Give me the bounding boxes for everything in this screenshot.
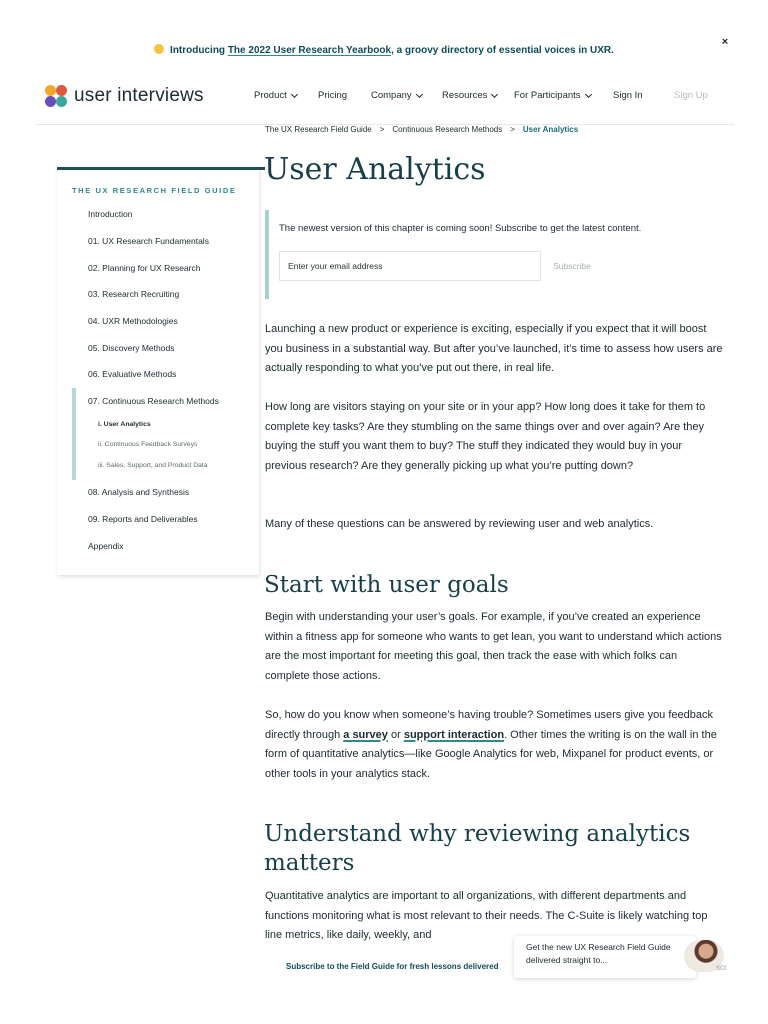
sidebar-top-bar xyxy=(57,167,265,170)
sidebar-item-reports[interactable]: 09. Reports and Deliverables xyxy=(88,514,198,524)
sidebar-item-appendix[interactable]: Appendix xyxy=(88,541,124,551)
breadcrumb-field-guide[interactable]: The UX Research Field Guide xyxy=(265,125,372,134)
nav-resources[interactable] xyxy=(442,90,514,101)
chevron-down-icon xyxy=(416,90,423,97)
nav-resources-label: Resources xyxy=(442,90,488,101)
sidebar-item-planning[interactable]: 02. Planning for UX Research xyxy=(88,263,201,273)
nav-pricing-label: Pricing xyxy=(318,90,348,101)
sidebar-subitem-user-analytics[interactable]: i. User Analytics xyxy=(98,421,151,428)
page-title: User Analytics xyxy=(264,152,486,187)
paragraph-trouble-before: So, how do you know when someone’s having trouble? Sometimes users give you feedback directly through xyxy=(265,709,714,741)
subscribe-banner-text[interactable]: Subscribe to the Field Guide for fresh lessons delivered xyxy=(286,962,499,971)
chevron-down-icon xyxy=(584,90,591,97)
subscribe-button[interactable]: Subscribe xyxy=(541,251,603,281)
subscribe-edge-text: scr xyxy=(716,963,727,972)
chevron-down-icon xyxy=(491,90,498,97)
close-icon[interactable]: × xyxy=(721,36,729,48)
sidebar-item-discovery[interactable]: 05. Discovery Methods xyxy=(88,343,175,353)
logo-text: user interviews xyxy=(74,85,204,106)
nav-for-participants[interactable] xyxy=(514,90,613,101)
nav-pricing[interactable] xyxy=(318,90,371,101)
nav-sign-up-label: Sign Up xyxy=(674,90,708,101)
callout-accent-bar xyxy=(265,210,269,299)
sidebar-item-introduction[interactable]: Introduction xyxy=(88,209,133,219)
announcement-prefix: Introducing xyxy=(170,45,228,56)
paragraph-user-goals: Begin with understanding your user’s goals. For example, if you’ve created an experience within a fitness app for someone who wants to get lean, you want to understand which actions are the most important for meeting this goal, then track the ease with which folks can complete those actions. xyxy=(265,611,722,682)
announcement-bar xyxy=(0,44,768,56)
callout-text: The newest version of this chapter is coming soon! Subscribe to get the latest content. xyxy=(279,223,642,234)
paragraph-trouble-after: . Other times the writing is on the wall in the form of quantitative analytics—like Google Analytics for web, Mixpanel for product events, or other tools in your analytics stack. xyxy=(265,728,717,780)
breadcrumb-separator: > xyxy=(379,125,385,134)
sidebar-item-methodologies[interactable]: 04. UXR Methodologies xyxy=(88,316,178,326)
paragraph-intro: Launching a new product or experience is exciting, especially if you expect that it will boost you business in a substantial way. But after you’ve launched, it’s time to assess how users are actually responding to what you’ve put out there, in real life. xyxy=(265,323,723,374)
newsletter-toast[interactable] xyxy=(514,936,696,978)
toast-text: Get the new UX Research Field Guide delivered straight to... xyxy=(526,942,671,965)
sidebar-item-analysis[interactable]: 08. Analysis and Synthesis xyxy=(88,487,190,497)
sidebar-subitem-feedback-surveys[interactable]: ii. Continuous Feedback Surveys xyxy=(98,441,198,448)
paragraph-trouble xyxy=(265,706,723,784)
sidebar-active-indicator xyxy=(72,388,76,480)
sidebar-item-evaluative[interactable]: 06. Evaluative Methods xyxy=(88,369,177,379)
sidebar-subitem-sales-support[interactable]: iii. Sales, Support, and Product Data xyxy=(98,462,208,469)
sidebar-item-recruiting[interactable]: 03. Research Recruiting xyxy=(88,289,180,299)
sidebar-title: THE UX RESEARCH FIELD GUIDE xyxy=(72,186,237,195)
nav-for-participants-label: For Participants xyxy=(514,90,581,101)
nav-sign-in-label: Sign In xyxy=(613,90,643,101)
nav-company-label: Company xyxy=(371,90,412,101)
nav-sign-in[interactable] xyxy=(613,90,674,101)
nav-product-label: Product xyxy=(254,90,287,101)
nav-product[interactable] xyxy=(254,90,318,101)
heading-start-with-user-goals: Start with user goals xyxy=(264,572,509,598)
paragraph-questions: How long are visitors staying on your site or in your app? How long does it take for them to complete key tasks? Are they stumbling on the same things over and over again? Are they buying the stuff you want them to buy? The stuff they indicated they would buy in your previous research? Are they generally picking up what you’re putting down? xyxy=(265,401,706,472)
support-interaction-link[interactable]: support interaction xyxy=(403,728,505,741)
breadcrumb xyxy=(265,125,578,134)
sidebar-item-continuous[interactable]: 07. Continuous Research Methods xyxy=(88,396,219,406)
survey-link[interactable]: a survey xyxy=(343,728,388,741)
paragraph-analytics: Many of these questions can be answered by reviewing user and web analytics. xyxy=(265,518,654,530)
email-input[interactable] xyxy=(279,251,541,281)
announcement-suffix: , a groovy directory of essential voices in UXR. xyxy=(391,45,614,56)
nav-company[interactable] xyxy=(371,90,442,101)
breadcrumb-current: User Analytics xyxy=(522,125,579,134)
paragraph-quantitative: Quantitative analytics are important to all organizations, with different departments and functions monitoring what is most relevant to their needs. The C-Suite is likely watching top line metrics, like daily, weekly, and xyxy=(265,890,708,941)
sidebar-item-fundamentals[interactable]: 01. UX Research Fundamentals xyxy=(88,236,209,246)
logo-mark-icon xyxy=(45,85,67,107)
main-nav xyxy=(254,90,708,101)
smiley-emoji-icon xyxy=(154,44,164,54)
heading-understand-why: Understand why reviewing analytics matters xyxy=(264,821,691,876)
chevron-down-icon xyxy=(291,90,298,97)
nav-sign-up[interactable] xyxy=(674,90,708,101)
breadcrumb-continuous-methods[interactable]: Continuous Research Methods xyxy=(392,125,503,134)
announcement-link[interactable]: The 2022 User Research Yearbook xyxy=(227,45,392,56)
paragraph-trouble-mid: or xyxy=(387,728,404,741)
breadcrumb-separator: > xyxy=(510,125,515,134)
logo[interactable] xyxy=(45,85,204,107)
